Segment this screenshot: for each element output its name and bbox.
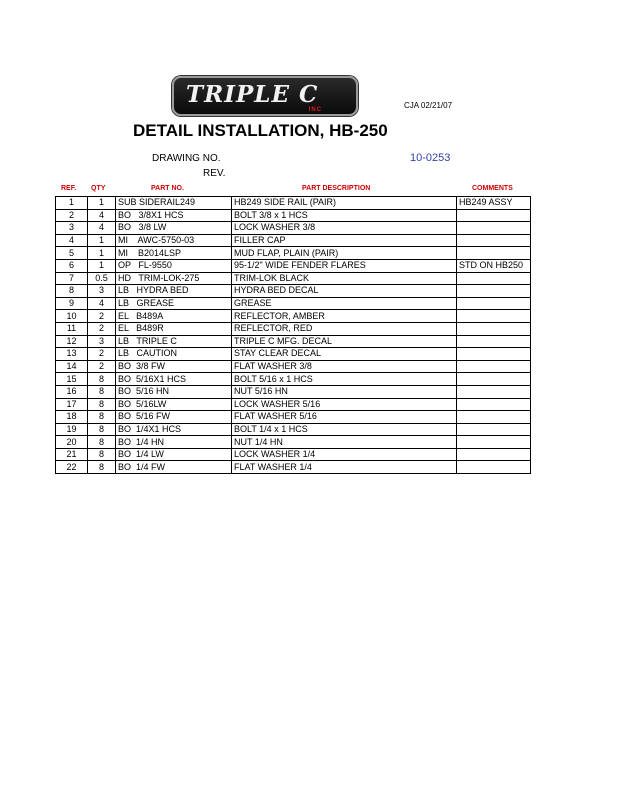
ref-cell: 2	[56, 209, 88, 222]
revision-label: REV.	[203, 168, 226, 179]
comments-cell	[457, 322, 531, 335]
description-cell: FLAT WASHER 1/4	[232, 461, 457, 474]
part-number-cell: EL B489A	[116, 310, 232, 323]
part-number-cell: SUB SIDERAIL249	[116, 197, 232, 210]
table-row	[56, 285, 531, 298]
description-cell: BOLT 3/8 x 1 HCS	[232, 209, 457, 222]
qty-cell: 1	[88, 259, 116, 272]
comments-cell	[457, 297, 531, 310]
comments-cell	[457, 234, 531, 247]
ref-cell: 3	[56, 222, 88, 235]
comments-cell	[457, 335, 531, 348]
table-row	[56, 373, 531, 386]
comments-cell	[457, 360, 531, 373]
table-row	[56, 436, 531, 449]
qty-cell: 8	[88, 448, 116, 461]
description-cell: STAY CLEAR DECAL	[232, 348, 457, 361]
comments-cell	[457, 310, 531, 323]
part-number-cell: LB GREASE	[116, 297, 232, 310]
comments-cell	[457, 448, 531, 461]
ref-cell: 20	[56, 436, 88, 449]
description-cell: LOCK WASHER 3/8	[232, 222, 457, 235]
ref-cell: 14	[56, 360, 88, 373]
comments-cell	[457, 461, 531, 474]
parts-table	[55, 196, 531, 474]
qty-cell: 4	[88, 222, 116, 235]
part-number-cell: OP FL-9550	[116, 259, 232, 272]
part-number-cell: LB HYDRA BED	[116, 285, 232, 298]
comments-cell	[457, 411, 531, 424]
column-header-description: PART DESCRIPTION	[302, 185, 371, 192]
description-cell: FLAT WASHER 3/8	[232, 360, 457, 373]
logo-text: TRIPLE C	[186, 81, 319, 108]
table-row	[56, 234, 531, 247]
description-cell: TRIM-LOK BLACK	[232, 272, 457, 285]
logo-sub-text: INC	[308, 107, 322, 113]
qty-cell: 4	[88, 297, 116, 310]
description-cell: NUT 1/4 HN	[232, 436, 457, 449]
ref-cell: 17	[56, 398, 88, 411]
qty-cell: 2	[88, 322, 116, 335]
qty-cell: 8	[88, 436, 116, 449]
ref-cell: 21	[56, 448, 88, 461]
ref-cell: 19	[56, 423, 88, 436]
description-cell: TRIPLE C MFG. DECAL	[232, 335, 457, 348]
part-number-cell: BO 1/4 HN	[116, 436, 232, 449]
ref-cell: 18	[56, 411, 88, 424]
comments-cell	[457, 373, 531, 386]
table-row	[56, 360, 531, 373]
table-row	[56, 247, 531, 260]
ref-cell: 12	[56, 335, 88, 348]
qty-cell: 8	[88, 411, 116, 424]
part-number-cell: LB TRIPLE C	[116, 335, 232, 348]
table-row	[56, 322, 531, 335]
comments-cell	[457, 398, 531, 411]
part-number-cell: LB CAUTION	[116, 348, 232, 361]
part-number-cell: MI B2014LSP	[116, 247, 232, 260]
comments-cell	[457, 247, 531, 260]
description-cell: REFLECTOR, AMBER	[232, 310, 457, 323]
description-cell: GREASE	[232, 297, 457, 310]
column-header-qty: QTY	[91, 185, 106, 192]
page-title: DETAIL INSTALLATION, HB-250	[133, 121, 388, 140]
table-row	[56, 411, 531, 424]
comments-cell	[457, 222, 531, 235]
ref-cell: 5	[56, 247, 88, 260]
table-row	[56, 197, 531, 210]
description-cell: BOLT 1/4 x 1 HCS	[232, 423, 457, 436]
description-cell: NUT 5/16 HN	[232, 385, 457, 398]
ref-cell: 1	[56, 197, 88, 210]
description-cell: BOLT 5/16 x 1 HCS	[232, 373, 457, 386]
comments-cell: HB249 ASSY	[457, 197, 531, 210]
qty-cell: 1	[88, 197, 116, 210]
table-row	[56, 272, 531, 285]
comments-cell	[457, 209, 531, 222]
description-cell: LOCK WASHER 1/4	[232, 448, 457, 461]
qty-cell: 2	[88, 348, 116, 361]
table-row	[56, 222, 531, 235]
part-number-cell: MI AWC-5750-03	[116, 234, 232, 247]
qty-cell: 8	[88, 385, 116, 398]
document-code: CJA 02/21/07	[404, 101, 453, 110]
ref-cell: 16	[56, 385, 88, 398]
table-row	[56, 423, 531, 436]
table-row	[56, 398, 531, 411]
drawing-number: 10-0253	[410, 152, 451, 164]
table-row	[56, 310, 531, 323]
comments-cell	[457, 385, 531, 398]
description-cell: MUD FLAP, PLAIN (PAIR)	[232, 247, 457, 260]
table-row	[56, 385, 531, 398]
comments-cell	[457, 348, 531, 361]
part-number-cell: BO 5/16 FW	[116, 411, 232, 424]
part-number-cell: BO 5/16X1 HCS	[116, 373, 232, 386]
ref-cell: 7	[56, 272, 88, 285]
table-row	[56, 461, 531, 474]
part-number-cell: HD TRIM-LOK-275	[116, 272, 232, 285]
ref-cell: 6	[56, 259, 88, 272]
ref-cell: 8	[56, 285, 88, 298]
qty-cell: 8	[88, 423, 116, 436]
ref-cell: 4	[56, 234, 88, 247]
qty-cell: 3	[88, 335, 116, 348]
qty-cell: 1	[88, 234, 116, 247]
triple-c-logo	[172, 76, 358, 116]
comments-cell	[457, 285, 531, 298]
qty-cell: 1	[88, 247, 116, 260]
part-number-cell: BO 3/8 FW	[116, 360, 232, 373]
part-number-cell: BO 1/4X1 HCS	[116, 423, 232, 436]
ref-cell: 9	[56, 297, 88, 310]
description-cell: HB249 SIDE RAIL (PAIR)	[232, 197, 457, 210]
qty-cell: 8	[88, 398, 116, 411]
part-number-cell: EL B489R	[116, 322, 232, 335]
column-header-part-no: PART NO.	[151, 185, 184, 192]
column-header-comments: COMMENTS	[472, 185, 513, 192]
table-row	[56, 448, 531, 461]
part-number-cell: BO 5/16LW	[116, 398, 232, 411]
table-row	[56, 259, 531, 272]
parts-table-body	[56, 197, 531, 474]
column-header-ref: REF.	[61, 185, 77, 192]
table-row	[56, 335, 531, 348]
comments-cell	[457, 436, 531, 449]
comments-cell	[457, 272, 531, 285]
part-number-cell: BO 3/8 LW	[116, 222, 232, 235]
comments-cell	[457, 423, 531, 436]
qty-cell: 2	[88, 310, 116, 323]
description-cell: FILLER CAP	[232, 234, 457, 247]
drawing-number-label: DRAWING NO.	[152, 153, 221, 164]
qty-cell: 8	[88, 461, 116, 474]
ref-cell: 11	[56, 322, 88, 335]
qty-cell: 0.5	[88, 272, 116, 285]
description-cell: LOCK WASHER 5/16	[232, 398, 457, 411]
qty-cell: 8	[88, 373, 116, 386]
ref-cell: 10	[56, 310, 88, 323]
ref-cell: 22	[56, 461, 88, 474]
description-cell: FLAT WASHER 5/16	[232, 411, 457, 424]
table-row	[56, 209, 531, 222]
comments-cell: STD ON HB250	[457, 259, 531, 272]
description-cell: 95-1/2" WIDE FENDER FLARES	[232, 259, 457, 272]
qty-cell: 2	[88, 360, 116, 373]
part-number-cell: BO 1/4 LW	[116, 448, 232, 461]
description-cell: REFLECTOR, RED	[232, 322, 457, 335]
part-number-cell: BO 3/8X1 HCS	[116, 209, 232, 222]
description-cell: HYDRA BED DECAL	[232, 285, 457, 298]
part-number-cell: BO 5/16 HN	[116, 385, 232, 398]
part-number-cell: BO 1/4 FW	[116, 461, 232, 474]
qty-cell: 3	[88, 285, 116, 298]
table-row	[56, 297, 531, 310]
ref-cell: 13	[56, 348, 88, 361]
qty-cell: 4	[88, 209, 116, 222]
ref-cell: 15	[56, 373, 88, 386]
table-row	[56, 348, 531, 361]
